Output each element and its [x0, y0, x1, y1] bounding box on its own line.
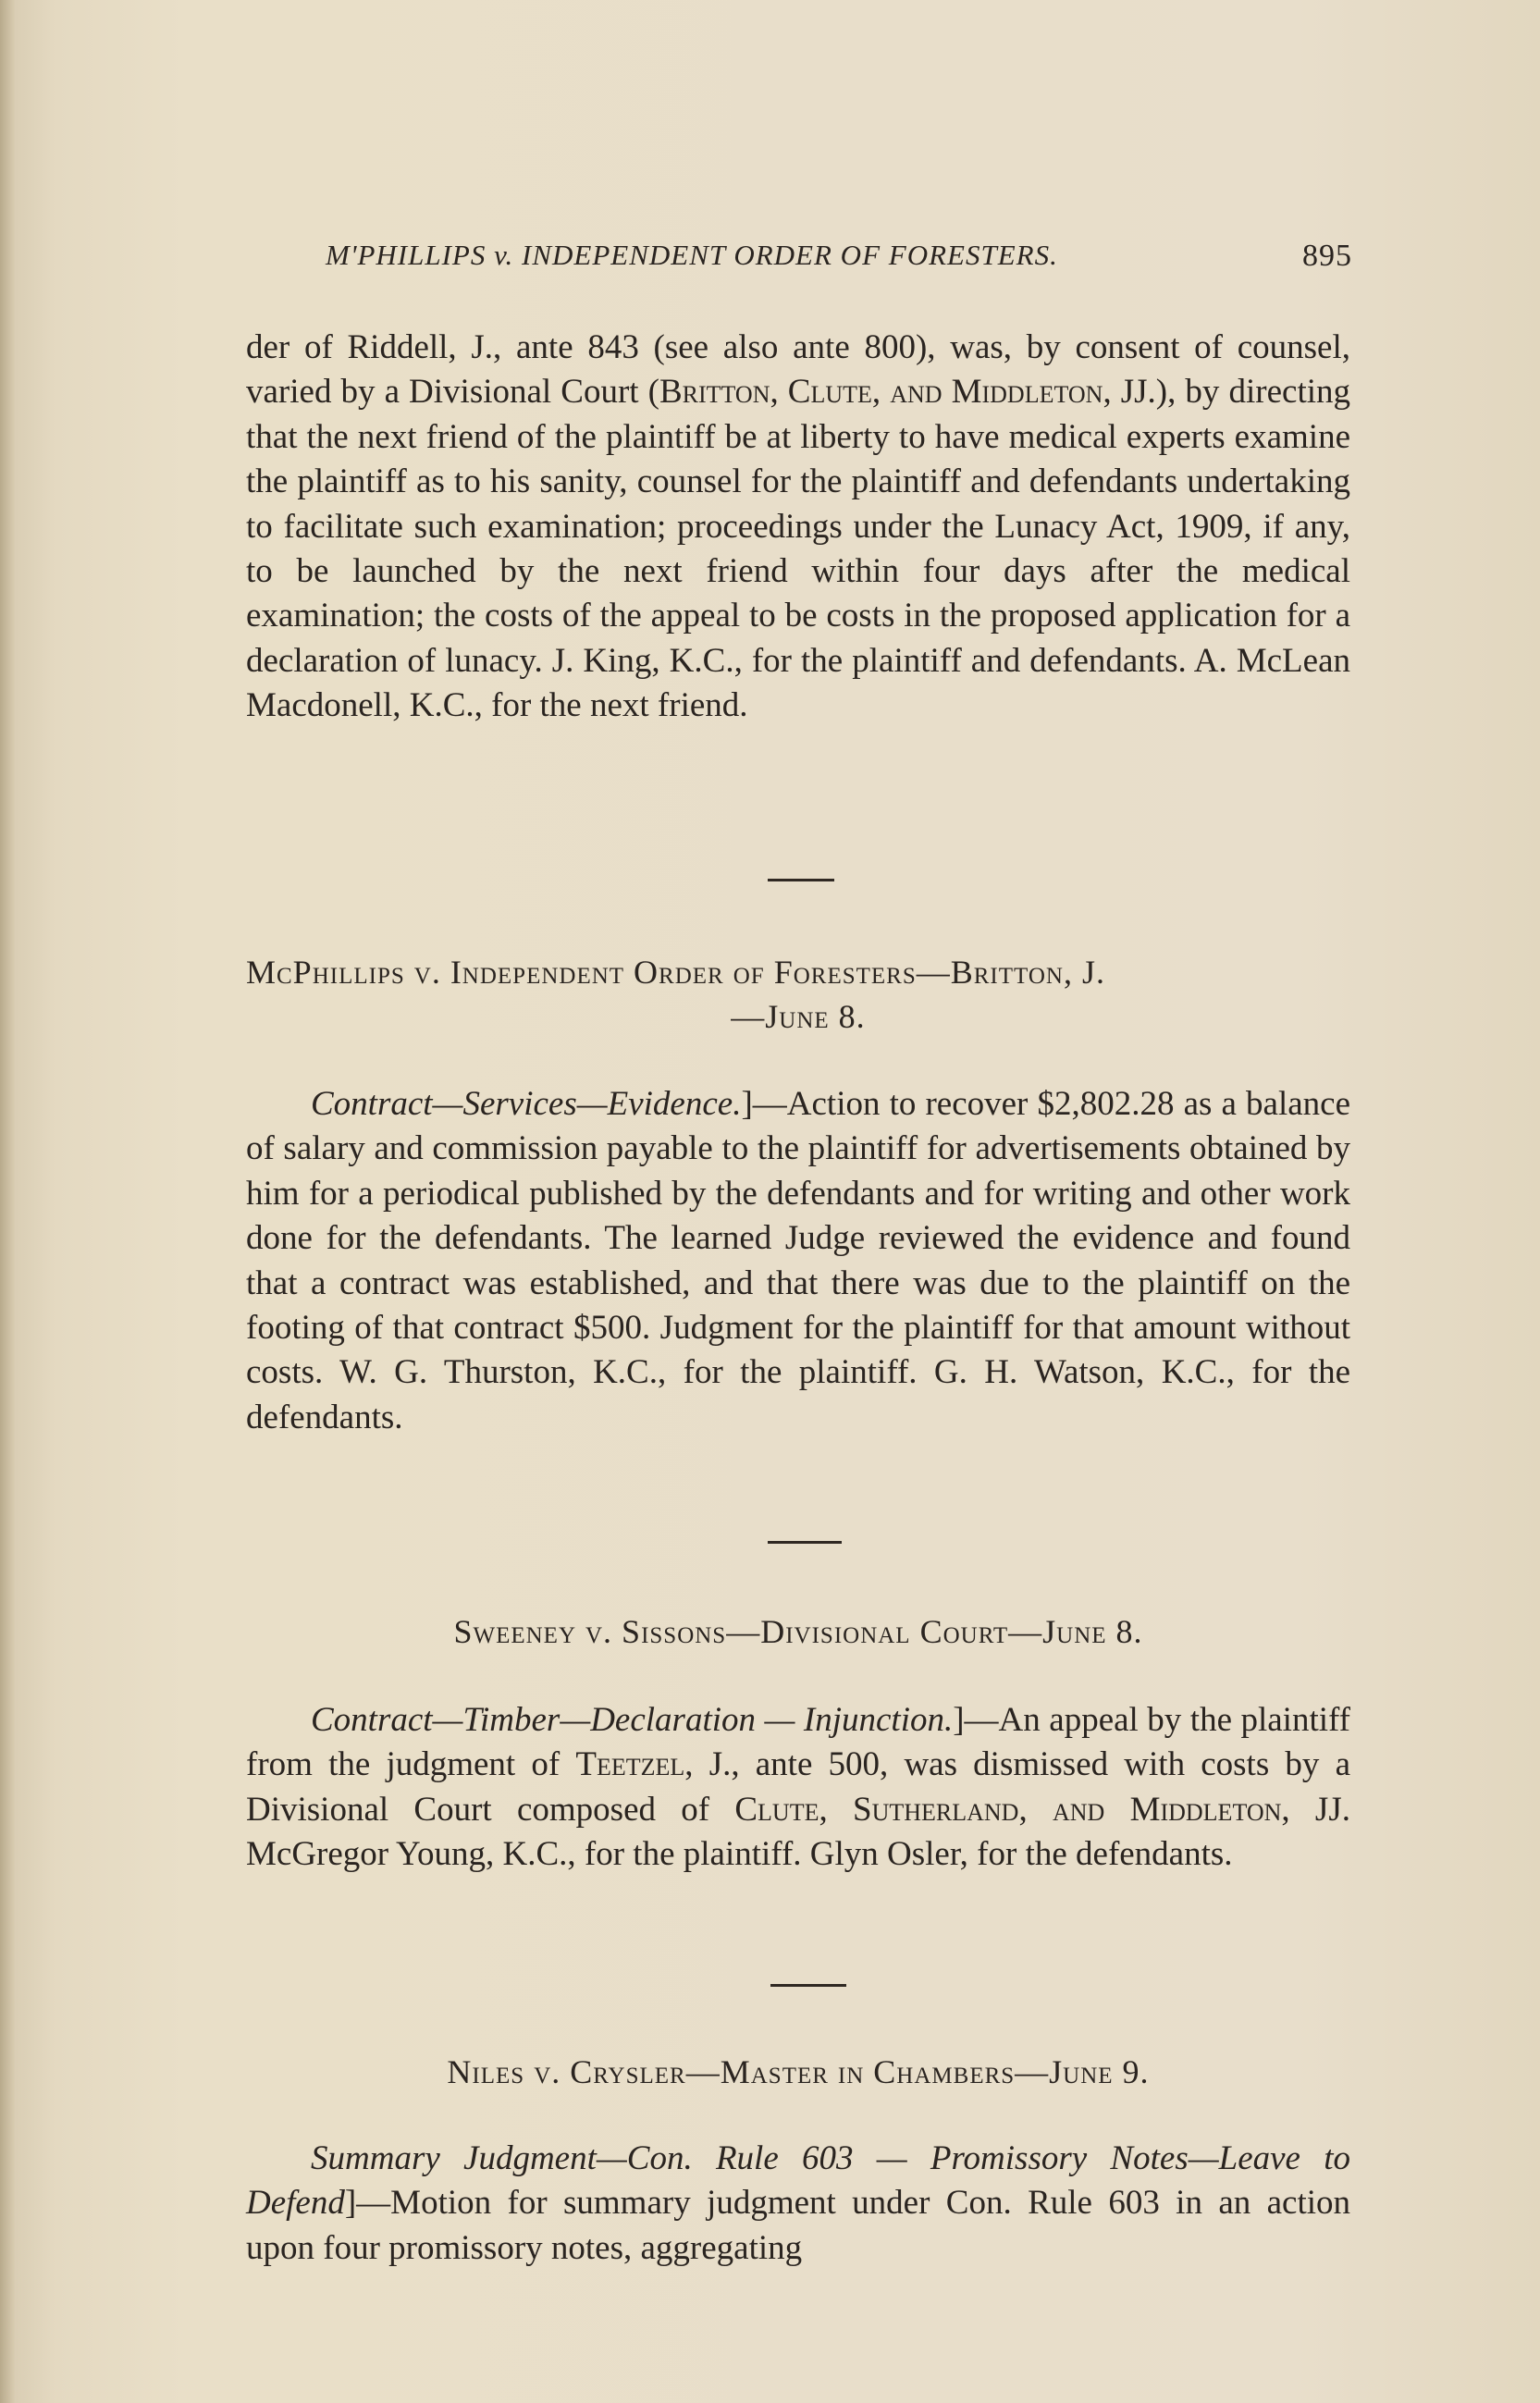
- catchwords: Contract—Services—Evidence.: [311, 1085, 742, 1123]
- section-divider: [768, 879, 834, 881]
- case-title-line2: —June 8.: [731, 998, 866, 1035]
- case-title: [246, 1609, 1350, 1654]
- case-title-line1: McPhillips v. Independent Order of Foresters—Britton, J.: [246, 954, 1105, 991]
- running-title: M'PHILLIPS v. INDEPENDENT ORDER OF FORESTERS.: [326, 239, 1058, 271]
- case-paragraph: [246, 1698, 1350, 1878]
- running-header: [326, 239, 1352, 285]
- page-gutter: [0, 0, 15, 2403]
- case-title: [246, 950, 1350, 1039]
- judges-names: Britton, Clute, and Middleton: [659, 373, 1103, 412]
- case-title-line1: Niles v. Crysler—Master in Chambers—June 9.: [447, 2053, 1150, 2090]
- paragraph-text: Summary Judgment—Con. Rule 603 — Promissory Notes—Leave to Defend]—Motion for summary judgment under Con. Rule 603 in an action upon four promissory notes, aggregating: [246, 2139, 1350, 2267]
- case-title: [246, 2050, 1350, 2094]
- case-paragraph: [246, 1082, 1350, 1440]
- catchwords: Summary Judgment—Con. Rule 603 — Promissory Notes—Leave to Defend: [246, 2139, 1350, 2223]
- paragraph-text: der of Riddell, J., ante 843 (see also ante 800), was, by consent of counsel, varied by a Divisional Court (Britton, Clute, and Middleton, JJ.), by directing that the next friend of the plaintiff be at liberty to have medical experts examine the plaintiff as to his sanity, counsel for the plaintiff and defendants undertaking to facilitate such examination; proceedings under the Lunacy Act, 1909, if any, to be launched by the next friend within four days after the medical examination; the costs of the appeal to be costs in the proposed application for a declaration of lunacy. J. King, K.C., for the plaintiff and defendants. A. McLean Macdonell, K.C., for the next friend.: [246, 328, 1350, 725]
- page-number: 895: [1302, 239, 1352, 273]
- continued-paragraph: [246, 326, 1350, 729]
- paragraph-text: Contract—Services—Evidence.]—Action to recover $2,802.28 as a balance of salary and commission payable to the plaintiff for advertisements obtained by him for a periodical published by the defendants and for writing and other work done for the defendants. The learned Judge reviewed the evidence and found that a contract was established, and that there was due to the plaintiff on the footing of that contract $500. Judgment for the plaintiff for that amount without costs. W. G. Thurston, K.C., for the plaintiff. G. H. Watson, K.C., for the defendants.: [246, 1085, 1350, 1436]
- catchwords: Contract—Timber—Declaration — Injunction.: [311, 1701, 954, 1739]
- case-paragraph: [246, 2137, 1350, 2271]
- case-title-line1: Sweeney v. Sissons—Divisional Court—June 8.: [453, 1613, 1143, 1650]
- section-divider: [768, 1541, 842, 1544]
- section-divider: [770, 1984, 846, 1987]
- paragraph-text: Contract—Timber—Declaration — Injunction.]—An appeal by the plaintiff from the judgment of Teetzel, J., ante 500, was dismissed with costs by a Divisional Court composed of Clute, Sutherland, and Middleton, JJ. McGregor Young, K.C., for the plaintiff. Glyn Osler, for the defendants.: [246, 1701, 1350, 1874]
- court-judges: Clute, Sutherland, and Middleton: [734, 1790, 1282, 1829]
- judge-name: Teetzel: [575, 1745, 685, 1784]
